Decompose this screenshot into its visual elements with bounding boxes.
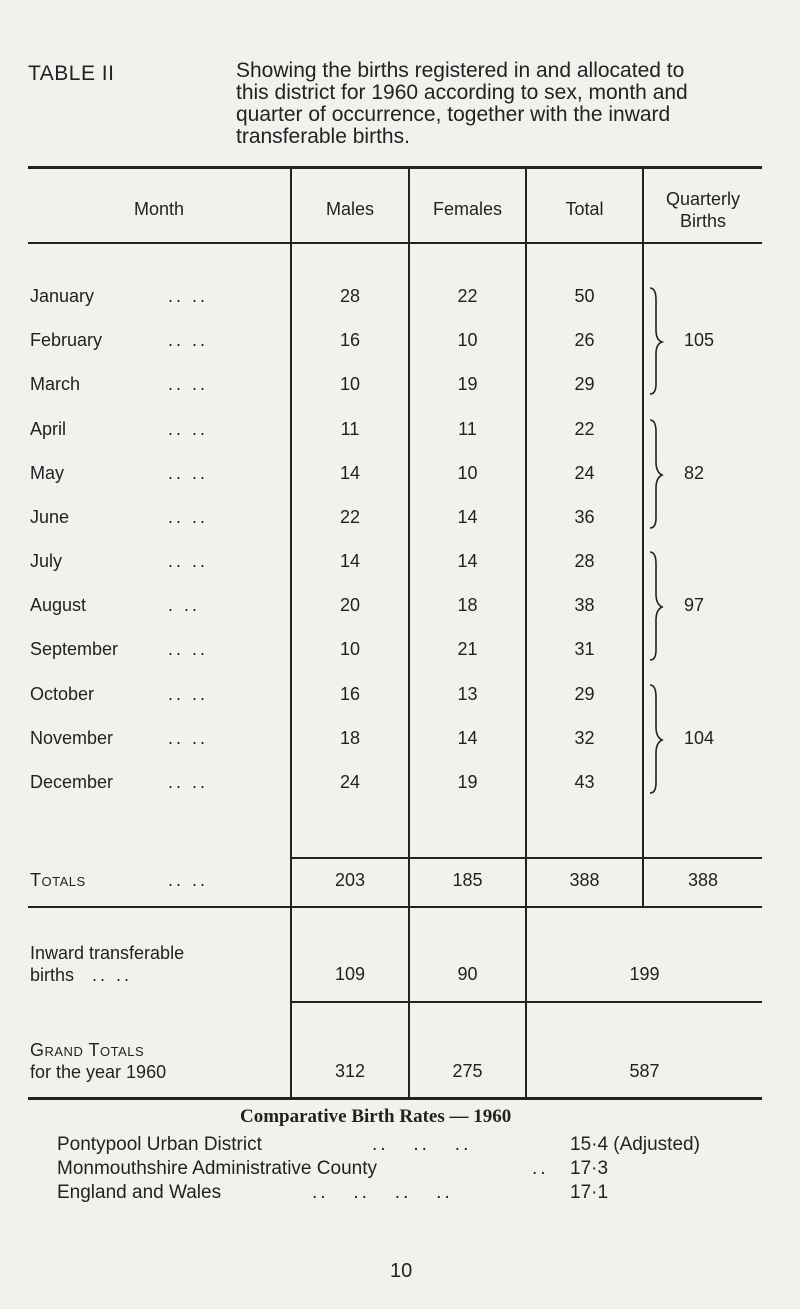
total-value: 50 (574, 286, 595, 306)
males-value: 11 (340, 419, 360, 439)
inward-label (30, 942, 184, 986)
month-label: December (30, 772, 114, 792)
leader-dots: .. .. (168, 330, 209, 350)
header-quarterly-line: Quarterly (665, 189, 741, 209)
grand-total: 587 (629, 1061, 660, 1081)
total-value: 32 (574, 728, 595, 748)
table-top-rule (28, 166, 762, 169)
leader-dots: .. .. (168, 551, 209, 571)
females-value: 19 (457, 374, 478, 394)
comparative-name: Monmouthshire Administrative County (57, 1158, 377, 1179)
quarter-value: 97 (684, 595, 705, 615)
males-value: 24 (339, 772, 361, 792)
males-value: 28 (339, 286, 361, 306)
total-value: 38 (574, 595, 595, 615)
leader-dots: . .. (168, 595, 201, 615)
females-value: 14 (457, 551, 478, 571)
col-divider (408, 168, 410, 1098)
month-label: September (30, 639, 119, 659)
month-label: February (30, 330, 103, 350)
caption-line: Showing the births registered in and allocated to (236, 59, 685, 82)
males-value: 10 (339, 639, 361, 659)
caption-line: quarter of occurrence, together with the inward (236, 103, 671, 126)
males-value: 14 (339, 463, 361, 483)
total-value: 29 (574, 684, 595, 704)
males-value: 22 (339, 507, 361, 527)
month-label: November (30, 728, 114, 748)
month-label: May (30, 463, 65, 483)
comparative-value: 17·3 (570, 1158, 609, 1179)
females-value: 19 (457, 772, 478, 792)
females-value: 22 (457, 286, 478, 306)
month-label: July (30, 551, 63, 571)
table-label: TABLE II (28, 62, 115, 85)
females-value: 11 (458, 419, 477, 439)
month-label: January (30, 286, 95, 306)
females-value: 14 (457, 507, 478, 527)
total-value: 29 (574, 374, 595, 394)
comparative-value: 17·1 (570, 1182, 609, 1203)
table-bottom-rule (28, 1097, 762, 1100)
females-value: 21 (457, 639, 478, 659)
total-value: 26 (574, 330, 595, 350)
females-value: 10 (457, 330, 478, 350)
comparative-value: 15·4 (Adjusted) (570, 1134, 700, 1155)
quarter-braces (644, 280, 684, 800)
males-value: 16 (339, 330, 361, 350)
header-quarterly (644, 188, 762, 232)
inward-females: 90 (457, 964, 478, 984)
total-value: 36 (574, 507, 595, 527)
comparative-name: England and Wales (57, 1182, 222, 1203)
brace-q1 (650, 288, 662, 394)
totals-quarterly: 388 (687, 870, 719, 890)
females-value: 10 (457, 463, 478, 483)
males-value: 18 (339, 728, 361, 748)
month-label: March (30, 374, 81, 394)
totals-label: Totals (30, 870, 86, 890)
leader-dots: .. .. (168, 639, 209, 659)
males-value: 10 (339, 374, 361, 394)
grand-label (30, 1039, 166, 1083)
females-value: 14 (457, 728, 478, 748)
totals-males: 203 (334, 870, 366, 890)
leader-dots: .. .. (168, 870, 209, 890)
males-value: 14 (339, 551, 361, 571)
leader-dots: .. .. (168, 684, 209, 704)
leader-dots: .. .. (168, 463, 209, 483)
header-bottom-rule (28, 242, 762, 244)
leader-dots: .. .. (168, 419, 209, 439)
leader-dots: .. .. .. .. (312, 1182, 453, 1203)
leader-dots: .. .. (168, 772, 209, 792)
header-females: Females (432, 199, 503, 219)
totals-bottom-rule (28, 906, 762, 908)
leader-dots: .. .. (168, 286, 209, 306)
quarter-value: 105 (684, 330, 715, 350)
header-quarterly-line: Births (679, 211, 726, 231)
brace-q3 (650, 552, 662, 660)
inward-total: 199 (629, 964, 660, 984)
leader-dots: .. (532, 1158, 549, 1179)
caption-line: transferable births. (236, 125, 410, 148)
total-value: 28 (574, 551, 595, 571)
page-number: 10 (390, 1260, 413, 1282)
brace-q2 (650, 420, 662, 528)
total-value: 31 (574, 639, 595, 659)
total-value: 24 (574, 463, 595, 483)
males-value: 16 (339, 684, 361, 704)
caption-line: this district for 1960 according to sex, month and (236, 81, 688, 104)
males-value: 20 (339, 595, 361, 615)
quarter-value: 82 (684, 463, 705, 483)
month-label: June (30, 507, 70, 527)
table-caption (236, 60, 776, 148)
grand-label-line: for the year 1960 (30, 1062, 167, 1082)
month-label: April (30, 419, 67, 439)
comparative-name: Pontypool Urban District (57, 1134, 262, 1155)
females-value: 18 (457, 595, 478, 615)
col-divider (525, 168, 527, 1098)
month-label: August (30, 595, 87, 615)
grand-label-line: Grand Totals (30, 1040, 145, 1060)
header-males: Males (325, 199, 374, 219)
leader-dots: .. .. (168, 374, 209, 394)
header-month: Month (133, 199, 185, 219)
leader-dots: .. .. .. (372, 1134, 472, 1155)
total-value: 43 (574, 772, 595, 792)
inward-males: 109 (334, 964, 366, 984)
leader-dots: .. .. (168, 728, 209, 748)
inward-label-line: Inward transferable (30, 943, 185, 963)
leader-dots: .. .. (168, 507, 209, 527)
grand-females: 275 (452, 1061, 483, 1081)
totals-total: 388 (569, 870, 600, 890)
inward-label-line: births .. .. (30, 965, 133, 985)
brace-q4 (650, 685, 662, 793)
totals-females: 185 (452, 870, 483, 890)
quarter-value: 104 (684, 728, 715, 748)
females-value: 13 (457, 684, 478, 704)
total-value: 22 (574, 419, 595, 439)
grand-males: 312 (334, 1061, 366, 1081)
comparative-title: Comparative Birth Rates — 1960 (240, 1106, 512, 1127)
col-divider (290, 168, 292, 1098)
month-label: October (30, 684, 95, 704)
header-total: Total (565, 199, 604, 219)
